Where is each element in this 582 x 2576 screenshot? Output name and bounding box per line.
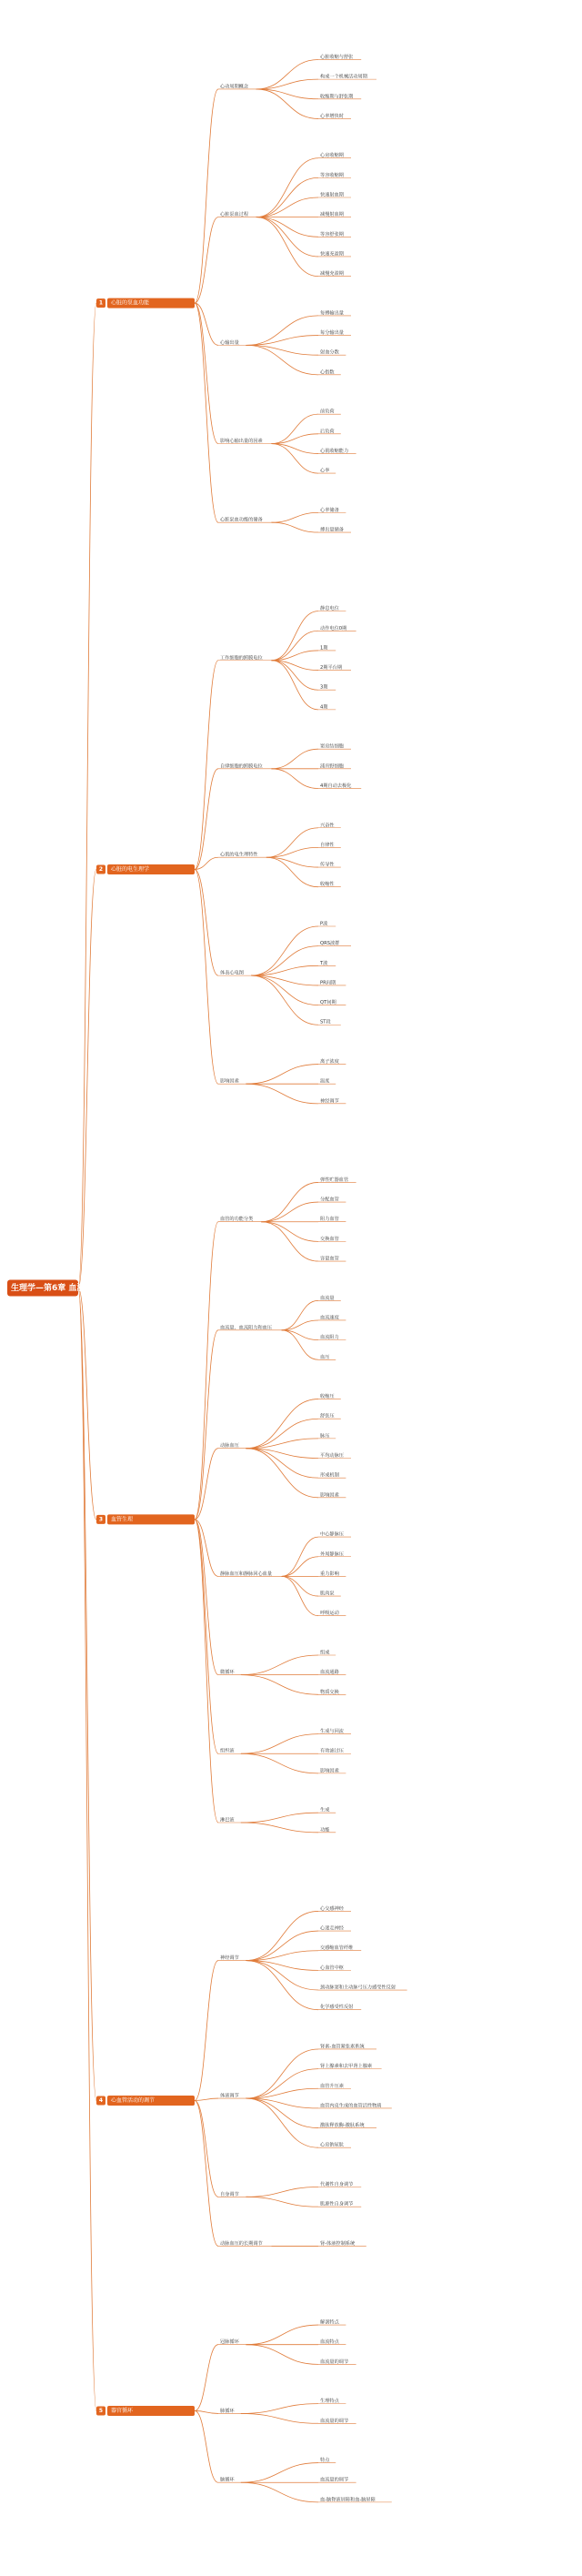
sub-node: 自身调节 xyxy=(220,2191,239,2197)
connector-line xyxy=(246,336,318,346)
connector-line xyxy=(261,1222,318,1242)
connector-line xyxy=(195,2410,218,2482)
connector-line xyxy=(246,1449,318,1498)
connector-line xyxy=(246,2187,318,2197)
connector-line xyxy=(256,217,318,237)
leaf-node: 血流量的调节 xyxy=(320,2418,349,2424)
connector-line xyxy=(266,847,318,857)
connector-line xyxy=(246,2197,318,2207)
branch-title: 器官循环 xyxy=(111,2407,134,2414)
branch-number: 4 xyxy=(98,2096,104,2104)
branch-node[interactable] xyxy=(96,298,195,308)
connector-line xyxy=(251,926,318,975)
leaf-node: 心指数 xyxy=(320,369,335,376)
leaf-node: 平均动脉压 xyxy=(320,1453,344,1460)
leaf-node: 血流量的调节 xyxy=(320,2359,349,2365)
leaf-node: PR间期 xyxy=(320,980,336,986)
leaf-node: 心率增快时 xyxy=(320,113,344,119)
leaf-node: 物质交换 xyxy=(320,1689,339,1695)
connector-line xyxy=(195,1330,218,1520)
leaf-node: 呼吸运动 xyxy=(320,1611,339,1617)
leaf-node: 自律性 xyxy=(320,842,335,848)
sub-node: 心脏泵血过程 xyxy=(220,212,249,218)
connector-line xyxy=(282,1320,318,1330)
connector-line xyxy=(195,303,218,345)
connector-line xyxy=(271,522,318,532)
leaf-node: 激肽释放酶-激肽系统 xyxy=(320,2123,365,2129)
connector-line xyxy=(256,79,318,89)
leaf-node: 减慢射血期 xyxy=(320,212,344,218)
connector-line xyxy=(261,1182,318,1221)
leaf-node: 影响因素 xyxy=(320,1768,339,1774)
branch-number: 1 xyxy=(98,299,104,307)
connector-line xyxy=(266,828,318,857)
leaf-node: 组成 xyxy=(320,1650,330,1656)
connector-line xyxy=(261,1202,318,1222)
connector-line xyxy=(246,1084,318,1104)
leaf-node: 心率储备 xyxy=(320,507,339,513)
connector-line xyxy=(241,1813,318,1823)
connector-line xyxy=(282,1330,318,1340)
leaf-node: 血流通路 xyxy=(320,1670,339,1676)
leaf-node: 肾素-血管紧张素系统 xyxy=(320,2044,365,2050)
leaf-node: 影响因素 xyxy=(320,1492,339,1499)
sub-node: 脑循环 xyxy=(220,2477,235,2483)
sub-node: 体表心电图 xyxy=(220,970,244,976)
leaf-node: P波 xyxy=(320,921,328,927)
leaf-node: 神经调节 xyxy=(320,1098,339,1105)
connector-line xyxy=(256,89,318,99)
connector-line xyxy=(195,2100,218,2197)
connector-line xyxy=(271,611,318,661)
connector-line xyxy=(282,1330,318,1359)
leaf-node: 4期 xyxy=(320,704,328,711)
leaf-node: 等容舒张期 xyxy=(320,231,344,237)
connector-line xyxy=(241,2404,318,2414)
connector-line xyxy=(246,316,318,345)
connector-line xyxy=(251,975,318,1025)
connector-line xyxy=(246,1065,318,1085)
connector-line xyxy=(261,1222,318,1261)
leaf-node: 血管升压素 xyxy=(320,2083,344,2089)
connector-line xyxy=(256,177,318,217)
leaf-node: 兴奋性 xyxy=(320,823,335,829)
leaf-node: 浦肯野细胞 xyxy=(320,763,344,770)
sub-node: 心脏泵血功能的储备 xyxy=(220,517,263,523)
connector-line xyxy=(282,1300,318,1329)
connector-line xyxy=(241,1823,318,1833)
leaf-node: 肾上腺素和去甲肾上腺素 xyxy=(320,2064,373,2070)
connector-line xyxy=(241,1675,318,1695)
connector-line xyxy=(246,2325,318,2345)
connector-line xyxy=(195,2345,218,2411)
leaf-node: 收缩期与舒张期 xyxy=(320,94,354,100)
connector-line xyxy=(195,1961,218,2101)
sub-node: 组织液 xyxy=(220,1748,235,1754)
branch-number: 5 xyxy=(98,2407,104,2414)
leaf-node: 弹性贮器血管 xyxy=(320,1177,349,1183)
branch-title: 心脏的泵血功能 xyxy=(111,299,150,307)
connector-line xyxy=(246,1961,318,2010)
connector-line xyxy=(195,1222,218,1520)
sub-node: 血管的功能分类 xyxy=(220,1217,254,1223)
sub-node: 工作细胞的跨膜电位 xyxy=(220,655,263,662)
leaf-node: 心房钠尿肽 xyxy=(320,2142,344,2148)
leaf-node: T波 xyxy=(320,960,328,966)
leaf-node: 离子浓度 xyxy=(320,1059,339,1066)
leaf-node: 肾-体液控制系统 xyxy=(320,2240,356,2247)
leaf-node: 收缩性 xyxy=(320,882,335,888)
connector-line xyxy=(282,1576,318,1615)
sub-node: 微循环 xyxy=(220,1670,235,1676)
leaf-node: 射血分数 xyxy=(320,349,339,356)
leaf-node: 心脏收缩与舒张 xyxy=(320,54,354,60)
sub-node: 体液调节 xyxy=(220,2093,239,2099)
leaf-node: 血流阻力 xyxy=(320,1335,339,1341)
leaf-node: 动作电位0期 xyxy=(320,625,347,631)
leaf-node: 血流量的调节 xyxy=(320,2477,349,2483)
connector-line xyxy=(78,1288,96,2411)
leaf-node: 后负荷 xyxy=(320,429,335,435)
leaf-node: 中心静脉压 xyxy=(320,1531,344,1538)
branch-title: 心脏的电生理学 xyxy=(111,865,150,873)
connector-line xyxy=(271,414,318,443)
leaf-node: 脉压 xyxy=(320,1433,330,1440)
leaf-node: QT间期 xyxy=(320,1000,336,1006)
connector-line xyxy=(266,857,318,867)
connector-line xyxy=(271,444,318,454)
leaf-node: 阻力血管 xyxy=(320,1217,339,1223)
leaf-node: 交换血管 xyxy=(320,1236,339,1242)
connector-line xyxy=(241,2482,318,2502)
sub-node: 动脉血压的长期调节 xyxy=(220,2240,263,2247)
leaf-node: 生理特点 xyxy=(320,2399,339,2405)
connector-line xyxy=(271,512,318,522)
connector-line xyxy=(78,869,96,1288)
connector-line xyxy=(195,303,218,522)
connector-line xyxy=(246,2345,318,2365)
connector-line xyxy=(195,769,218,870)
sub-node: 心动周期概念 xyxy=(220,84,249,90)
leaf-node: 颈动脉窦和主动脉弓压力感受性反射 xyxy=(320,1985,396,1991)
connector-line xyxy=(256,89,318,118)
connector-line xyxy=(195,1520,218,1675)
connector-line xyxy=(195,217,218,303)
leaf-node: 1期 xyxy=(320,645,328,652)
sub-node: 肺循环 xyxy=(220,2408,235,2414)
leaf-node: 心血管中枢 xyxy=(320,1965,344,1971)
branch-node[interactable] xyxy=(96,864,195,874)
branch-title: 心血管活动的调节 xyxy=(111,2096,156,2104)
connector-line xyxy=(271,434,318,444)
leaf-node: 生成 xyxy=(320,1807,330,1813)
sub-node: 淋巴液 xyxy=(220,1817,235,1823)
connector-line xyxy=(271,749,318,769)
leaf-node: 重力影响 xyxy=(320,1571,339,1577)
connector-line xyxy=(282,1537,318,1576)
connector-line xyxy=(195,1520,218,1823)
leaf-node: 快速射血期 xyxy=(320,192,344,198)
leaf-node: 每搏输出量 xyxy=(320,310,344,317)
leaf-node: 传导性 xyxy=(320,862,335,868)
leaf-node: 血管内皮生成的血管活性物质 xyxy=(320,2103,382,2109)
connector-line xyxy=(246,2049,318,2098)
connector-line xyxy=(195,1520,218,1753)
connector-line xyxy=(195,89,218,303)
connector-lines xyxy=(78,59,318,2501)
leaf-node: 搏出量储备 xyxy=(320,527,344,533)
leaf-node: 心房收缩期 xyxy=(320,153,344,159)
branch-title: 血管生理 xyxy=(111,1516,134,1523)
root-title: 生理学—第6章 血液循环 xyxy=(11,1284,102,1293)
connector-line xyxy=(241,2463,318,2483)
leaf-node: 代谢性自身调节 xyxy=(320,2182,354,2188)
sub-node: 血流量、血流阻力和血压 xyxy=(220,1325,273,1331)
branch-number: 2 xyxy=(98,865,104,873)
leaf-node: 特点 xyxy=(320,2458,330,2464)
leaf-node: 快速充盈期 xyxy=(320,251,344,258)
leaf-node: 前负荷 xyxy=(320,409,335,415)
connector-line xyxy=(256,158,318,217)
leaf-node: 3期 xyxy=(320,684,328,691)
leaf-node: 外周静脉压 xyxy=(320,1551,344,1558)
leaf-node: 舒张压 xyxy=(320,1413,335,1419)
leaf-node: 4期自动去极化 xyxy=(320,783,352,789)
root-node[interactable] xyxy=(7,1280,102,1297)
leaf-node: 有效滤过压 xyxy=(320,1748,344,1754)
connector-line xyxy=(266,857,318,886)
connector-line xyxy=(256,197,318,217)
sub-node: 冠脉循环 xyxy=(220,2339,239,2346)
leaf-node: 减慢充盈期 xyxy=(320,271,344,278)
sub-node: 动脉血压 xyxy=(220,1443,239,1450)
sub-node: 自律细胞的跨膜电位 xyxy=(220,763,263,770)
connector-line xyxy=(271,661,318,710)
leaf-node: 血流特点 xyxy=(320,2339,339,2346)
leaf-node: QRS波群 xyxy=(320,941,340,947)
connector-line xyxy=(195,2100,218,2246)
branch-node[interactable] xyxy=(96,1514,195,1524)
leaf-node: 构成一个机械活动周期 xyxy=(320,74,367,80)
sub-node: 影响心输出量的因素 xyxy=(220,439,263,445)
connector-line xyxy=(241,1734,318,1754)
connector-line xyxy=(256,59,318,88)
leaf-node: 功能 xyxy=(320,1827,330,1834)
leaf-node: ST段 xyxy=(320,1019,331,1025)
leaf-node: 生成与回流 xyxy=(320,1729,344,1735)
branch-node[interactable] xyxy=(96,2096,195,2106)
leaf-node: 分配血管 xyxy=(320,1197,339,1203)
leaf-node: 化学感受性反射 xyxy=(320,2005,354,2011)
connector-line xyxy=(78,303,96,1288)
connector-line xyxy=(282,1576,318,1596)
connector-line xyxy=(271,769,318,789)
leaf-node: 容量血管 xyxy=(320,1256,339,1262)
leaf-node: 心迷走神经 xyxy=(320,1925,344,1932)
sub-node: 静脉血压和静脉回心血量 xyxy=(220,1571,273,1577)
leaf-node: 解剖特点 xyxy=(320,2319,339,2326)
connector-line xyxy=(241,2413,318,2423)
connector-line xyxy=(246,1911,318,1960)
leaf-node: 心率 xyxy=(320,468,330,474)
sub-node: 神经调节 xyxy=(220,1955,239,1962)
leaf-node: 形成机制 xyxy=(320,1472,339,1479)
connector-line xyxy=(256,217,318,277)
connector-line xyxy=(246,1399,318,1449)
leaf-node: 肌肉泵 xyxy=(320,1591,335,1597)
connector-line xyxy=(246,345,318,355)
connector-line xyxy=(241,1753,318,1773)
branch-number: 3 xyxy=(98,1516,104,1523)
leaf-node: 心肌收缩能力 xyxy=(320,448,349,454)
connector-line xyxy=(195,857,218,869)
connector-line xyxy=(195,869,218,975)
leaf-node: 2期平台期 xyxy=(320,665,343,672)
branch-node[interactable] xyxy=(96,2406,195,2416)
leaf-node: 肌源性自身调节 xyxy=(320,2201,354,2207)
leaf-node: 心交感神经 xyxy=(320,1905,344,1912)
leaf-node: 等容收缩期 xyxy=(320,172,344,178)
connector-line xyxy=(246,2098,318,2147)
leaf-node: 血流量 xyxy=(320,1295,335,1301)
connector-line xyxy=(241,1655,318,1675)
connector-line xyxy=(271,444,318,473)
sub-node: 影响因素 xyxy=(220,1078,239,1085)
leaf-node: 窦房结细胞 xyxy=(320,743,344,750)
leaf-node: 血流速度 xyxy=(320,1315,339,1321)
leaf-node: 交感缩血管纤维 xyxy=(320,1945,354,1952)
connector-line xyxy=(195,869,218,1084)
connector-line xyxy=(195,2098,218,2100)
connector-line xyxy=(282,1557,318,1577)
connector-line xyxy=(195,661,218,870)
connector-line xyxy=(256,217,318,257)
sub-node: 心输出量 xyxy=(220,339,239,346)
connector-line xyxy=(246,345,318,374)
leaf-node: 血-脑脊液屏障和血-脑屏障 xyxy=(320,2497,376,2503)
leaf-node: 每分输出量 xyxy=(320,330,344,337)
sub-node: 心肌的电生理特性 xyxy=(220,852,258,858)
leaf-node: 血压 xyxy=(320,1354,330,1360)
leaf-node: 温度 xyxy=(320,1078,330,1085)
leaf-node: 收缩压 xyxy=(320,1394,335,1400)
leaf-node: 静息电位 xyxy=(320,606,339,612)
